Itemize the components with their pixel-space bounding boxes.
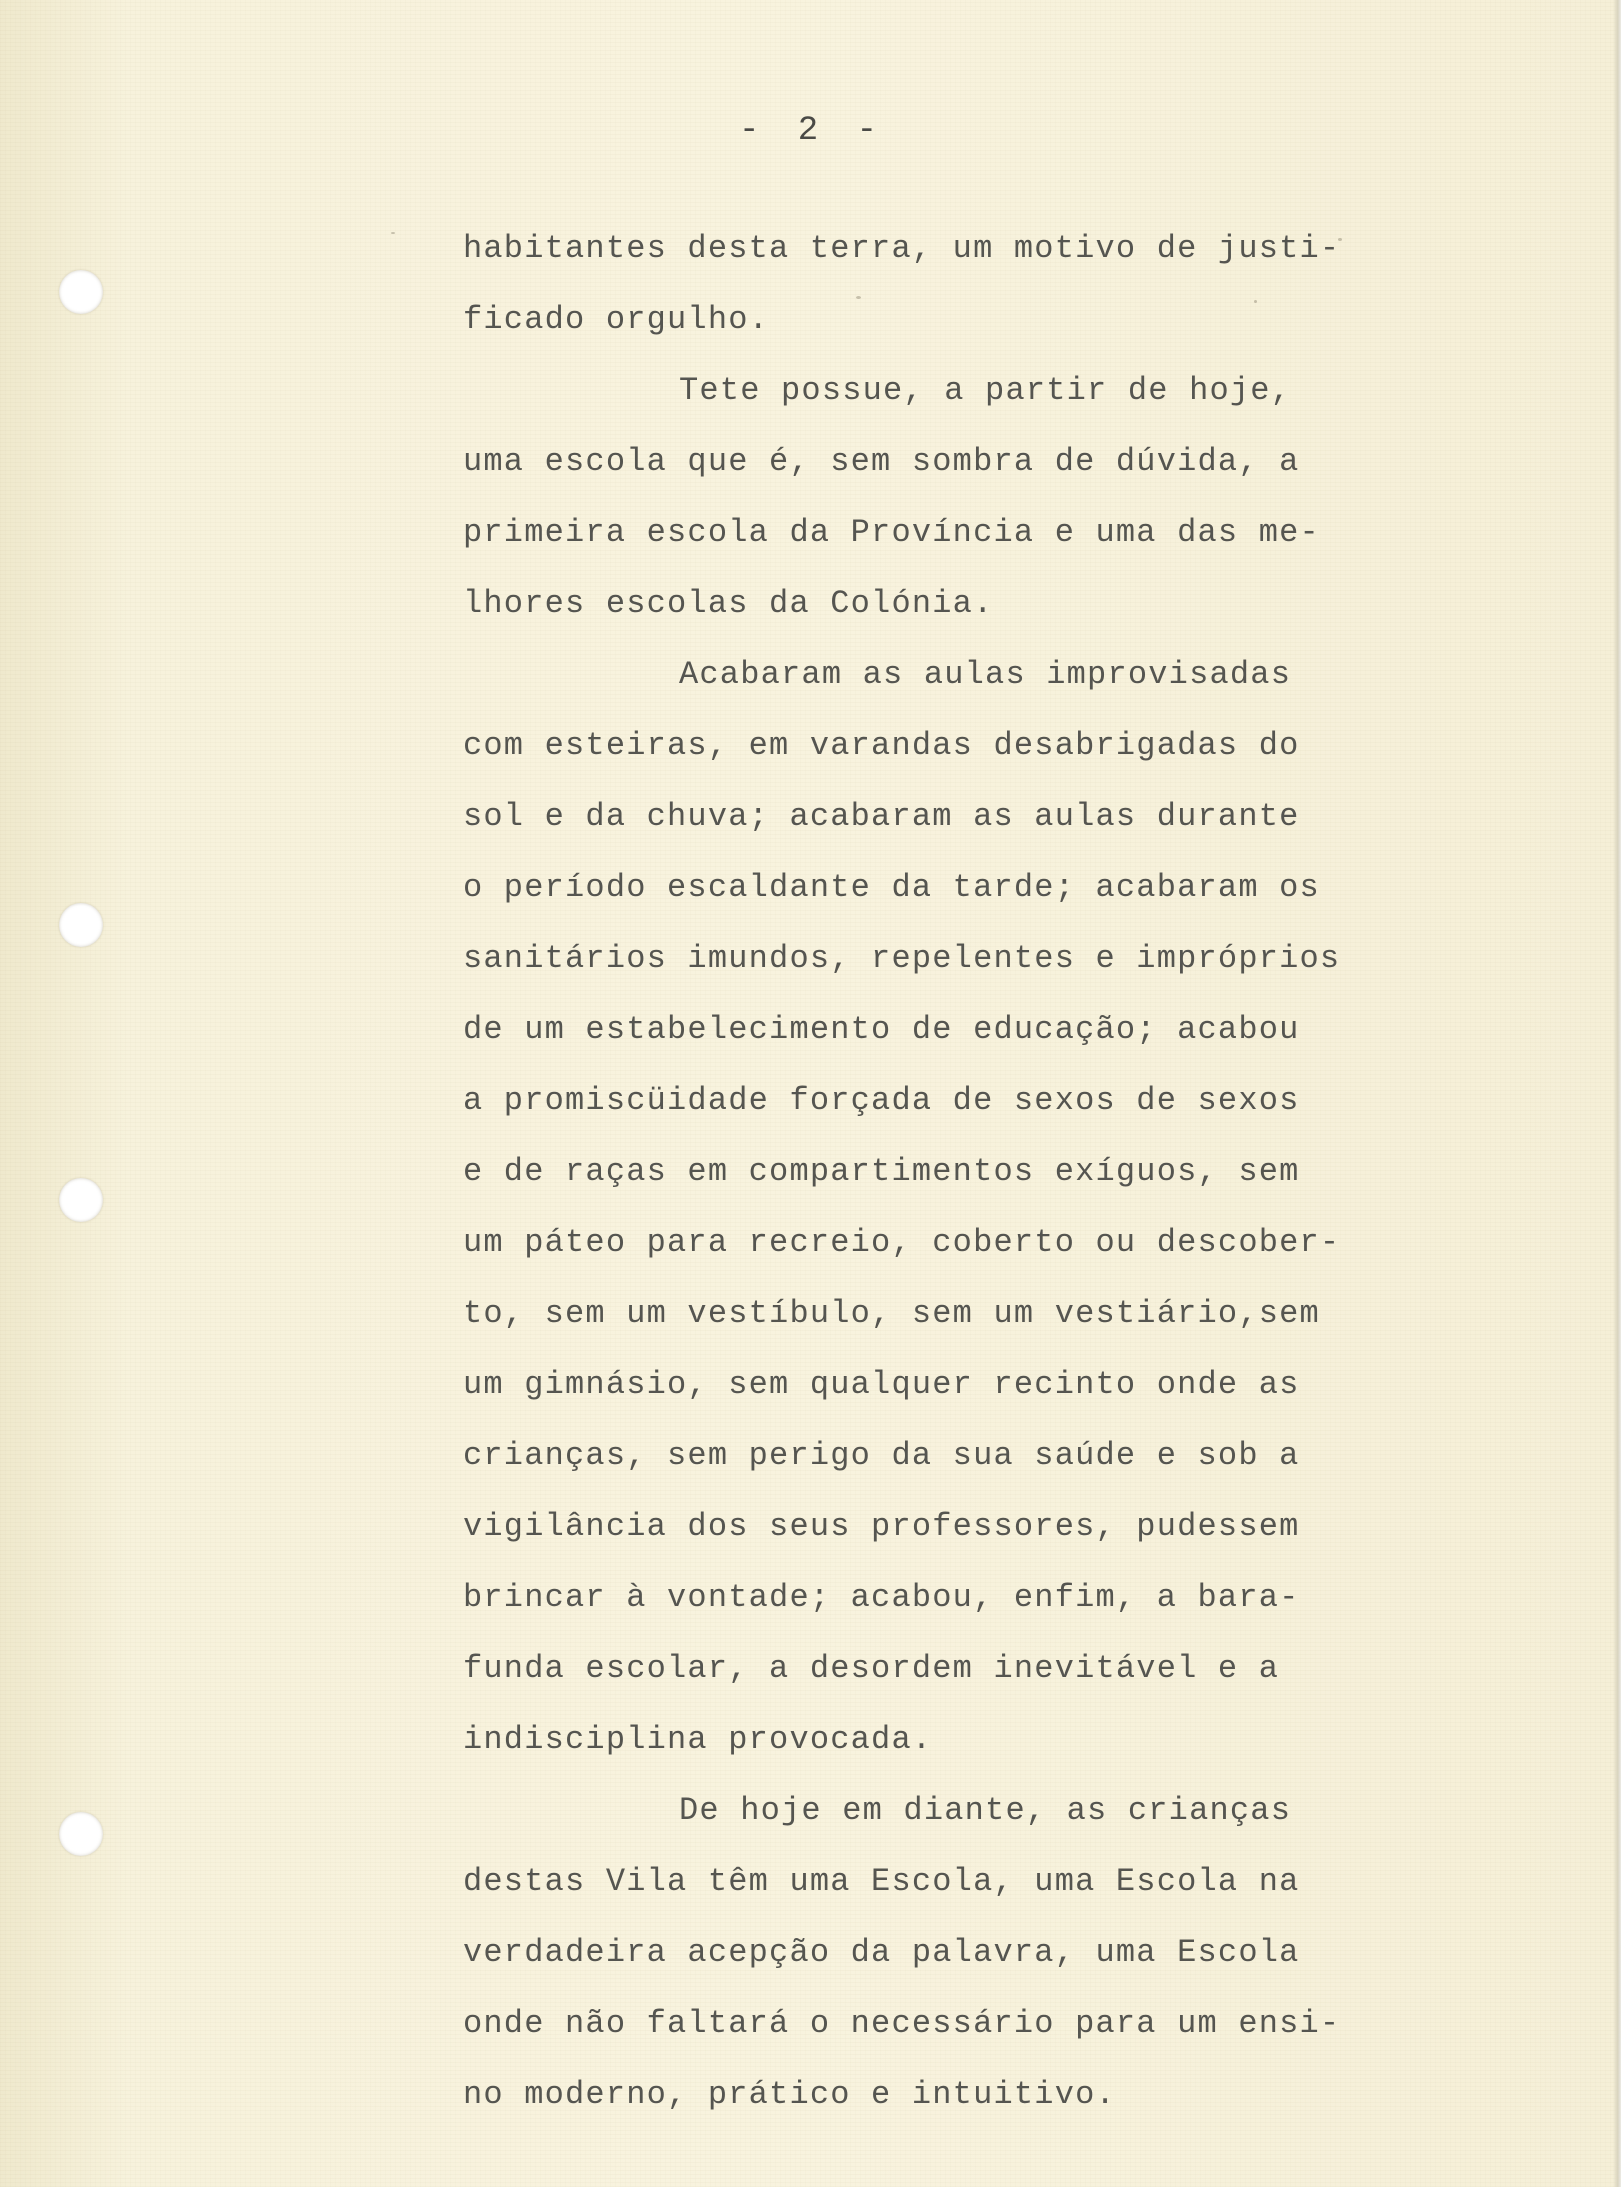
page-edge xyxy=(1613,0,1621,2187)
text-line: primeira escola da Província e uma das me- xyxy=(463,514,1320,551)
text-line: funda escolar, a desordem inevitável e a xyxy=(463,1650,1280,1687)
text-line: destas Vila têm uma Escola, uma Escola na xyxy=(463,1863,1300,1900)
text-line: to, sem um vestíbulo, sem um vestiário,sem xyxy=(463,1295,1320,1332)
text-line: ficado orgulho. xyxy=(463,301,770,338)
text-line: e de raças em compartimentos exíguos, sem xyxy=(463,1153,1300,1190)
text-line: uma escola que é, sem sombra de dúvida, a xyxy=(463,443,1300,480)
paper-speck xyxy=(391,232,395,234)
text-line: um páteo para recreio, coberto ou descober- xyxy=(463,1224,1341,1261)
punch-hole xyxy=(59,1812,103,1856)
text-line: um gimnásio, sem qualquer recinto onde as xyxy=(463,1366,1300,1403)
text-line: o período escaldante da tarde; acabaram os xyxy=(463,869,1320,906)
text-line: verdadeira acepção da palavra, uma Escola xyxy=(463,1934,1300,1971)
text-line: habitantes desta terra, um motivo de justi- xyxy=(463,230,1341,267)
paragraph-first-line: De hoje em diante, as crianças xyxy=(679,1792,1292,1829)
body-text xyxy=(463,213,1343,2130)
text-line: onde não faltará o necessário para um ensi- xyxy=(463,2005,1341,2042)
text-line: indisciplina provocada. xyxy=(463,1721,933,1758)
text-line: no moderno, prático e intuitivo. xyxy=(463,2076,1116,2113)
text-line: sanitários imundos, repelentes e impróprios xyxy=(463,940,1341,977)
text-line: brincar à vontade; acabou, enfim, a bara- xyxy=(463,1579,1300,1616)
text-line: a promiscüidade forçada de sexos de sexos xyxy=(463,1082,1300,1119)
text-line: de um estabelecimento de educação; acabou xyxy=(463,1011,1300,1048)
page-number: - 2 - xyxy=(738,112,882,150)
text-line: crianças, sem perigo da sua saúde e sob a xyxy=(463,1437,1300,1474)
text-line: lhores escolas da Colónia. xyxy=(463,585,994,622)
text-line: sol e da chuva; acabaram as aulas durante xyxy=(463,798,1300,835)
punch-hole xyxy=(59,1178,103,1222)
text-line: com esteiras, em varandas desabrigadas do xyxy=(463,727,1300,764)
paragraph-first-line: Tete possue, a partir de hoje, xyxy=(679,372,1292,409)
punch-hole xyxy=(59,903,103,947)
paragraph-first-line: Acabaram as aulas improvisadas xyxy=(679,656,1292,693)
punch-hole xyxy=(59,270,103,314)
text-line: vigilância dos seus professores, pudessem xyxy=(463,1508,1300,1545)
